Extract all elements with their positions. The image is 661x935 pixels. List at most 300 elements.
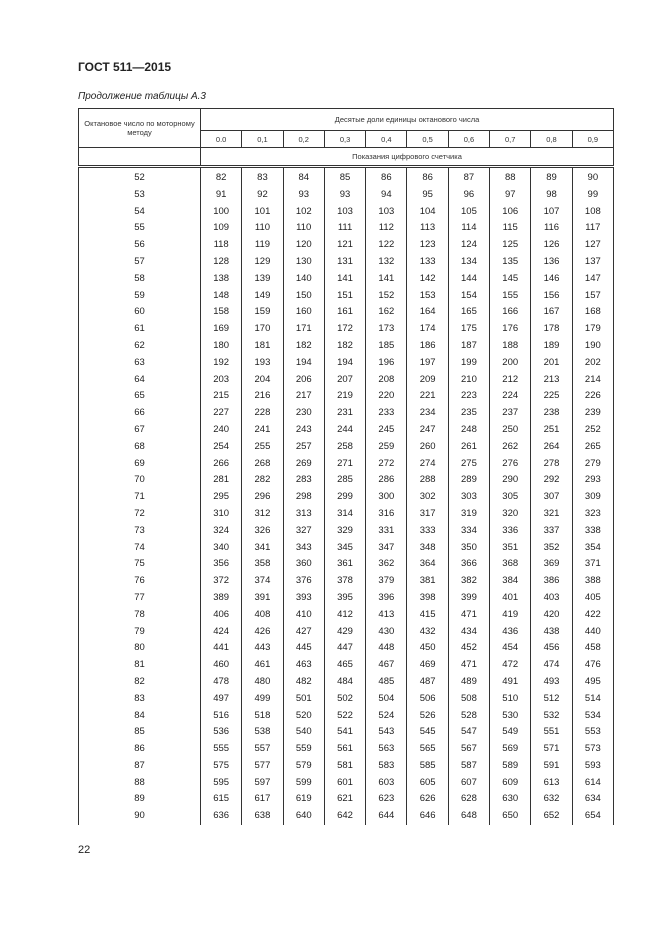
counter-reading-cell: 148: [201, 288, 242, 305]
counter-reading-cell: 323: [572, 506, 613, 523]
counter-reading-cell: 275: [448, 456, 489, 473]
counter-reading-cell: 581: [324, 758, 365, 775]
tenths-header-cell: 0,1: [242, 131, 283, 148]
counter-reading-cell: 396: [366, 590, 407, 607]
counter-reading-cell: 286: [366, 472, 407, 489]
counter-reading-cell: 140: [283, 271, 324, 288]
counter-reading-cell: 182: [283, 338, 324, 355]
counter-reading-cell: 441: [201, 640, 242, 657]
counter-reading-cell: 366: [448, 556, 489, 573]
table-row: [79, 167, 614, 187]
counter-reading-cell: 410: [283, 607, 324, 624]
counter-reading-cell: 434: [448, 624, 489, 641]
counter-reading-cell: 644: [366, 808, 407, 825]
counter-reading-cell: 337: [531, 523, 572, 540]
counter-reading-cell: 422: [572, 607, 613, 624]
counter-reading-cell: 443: [242, 640, 283, 657]
counter-reading-cell: 241: [242, 422, 283, 439]
counter-reading-cell: 193: [242, 355, 283, 372]
counter-reading-cell: 553: [572, 724, 613, 741]
counter-reading-cell: 541: [324, 724, 365, 741]
counter-reading-cell: 360: [283, 556, 324, 573]
counter-reading-cell: 187: [448, 338, 489, 355]
counter-reading-cell: 599: [283, 775, 324, 792]
counter-reading-cell: 514: [572, 691, 613, 708]
octane-number-cell: 62: [79, 338, 201, 355]
counter-reading-cell: 382: [448, 573, 489, 590]
counter-reading-cell: 122: [366, 237, 407, 254]
counter-reading-cell: 448: [366, 640, 407, 657]
table-row: [79, 489, 614, 506]
counter-reading-cell: 406: [201, 607, 242, 624]
counter-reading-cell: 534: [572, 708, 613, 725]
counter-reading-cell: 103: [324, 204, 365, 221]
counter-reading-cell: 238: [531, 405, 572, 422]
counter-reading-cell: 165: [448, 304, 489, 321]
octane-number-cell: 55: [79, 220, 201, 237]
table-row: [79, 372, 614, 389]
counter-reading-cell: 362: [366, 556, 407, 573]
counter-reading-cell: 113: [407, 220, 448, 237]
counter-reading-cell: 181: [242, 338, 283, 355]
table-row: [79, 220, 614, 237]
counter-reading-cell: 261: [448, 439, 489, 456]
table-row: [79, 254, 614, 271]
table-row: [79, 422, 614, 439]
counter-reading-cell: 569: [490, 741, 531, 758]
octane-number-cell: 54: [79, 204, 201, 221]
table-row: [79, 456, 614, 473]
counter-reading-cell: 575: [201, 758, 242, 775]
counter-reading-cell: 341: [242, 540, 283, 557]
counter-reading-cell: 220: [366, 388, 407, 405]
counter-reading-cell: 577: [242, 758, 283, 775]
counter-reading-cell: 157: [572, 288, 613, 305]
tenths-header-cell: 0,2: [283, 131, 324, 148]
counter-reading-cell: 100: [201, 204, 242, 221]
counter-reading-cell: 369: [531, 556, 572, 573]
counter-reading-cell: 169: [201, 321, 242, 338]
counter-reading-cell: 506: [407, 691, 448, 708]
counter-reading-cell: 135: [490, 254, 531, 271]
counter-reading-cell: 300: [366, 489, 407, 506]
counter-reading-cell: 92: [242, 187, 283, 204]
octane-number-cell: 60: [79, 304, 201, 321]
counter-reading-cell: 549: [490, 724, 531, 741]
counter-reading-cell: 540: [283, 724, 324, 741]
counter-reading-cell: 139: [242, 271, 283, 288]
counter-reading-cell: 264: [531, 439, 572, 456]
counter-reading-cell: 389: [201, 590, 242, 607]
counter-reading-cell: 123: [407, 237, 448, 254]
counter-reading-cell: 112: [366, 220, 407, 237]
counter-reading-cell: 497: [201, 691, 242, 708]
counter-reading-cell: 110: [242, 220, 283, 237]
table-row: [79, 506, 614, 523]
counter-reading-cell: 528: [448, 708, 489, 725]
counter-reading-cell: 465: [324, 657, 365, 674]
counter-reading-cell: 401: [490, 590, 531, 607]
counter-reading-cell: 593: [572, 758, 613, 775]
counter-reading-cell: 145: [490, 271, 531, 288]
octane-number-cell: 66: [79, 405, 201, 422]
counter-reading-cell: 559: [283, 741, 324, 758]
counter-reading-cell: 228: [242, 405, 283, 422]
counter-reading-cell: 601: [324, 775, 365, 792]
counter-reading-cell: 491: [490, 674, 531, 691]
counter-reading-cell: 499: [242, 691, 283, 708]
counter-reading-cell: 110: [283, 220, 324, 237]
octane-number-cell: 61: [79, 321, 201, 338]
counter-reading-cell: 231: [324, 405, 365, 422]
counter-reading-cell: 146: [531, 271, 572, 288]
counter-reading-cell: 288: [407, 472, 448, 489]
octane-number-cell: 80: [79, 640, 201, 657]
counter-reading-cell: 190: [572, 338, 613, 355]
counter-reading-cell: 111: [324, 220, 365, 237]
counter-reading-cell: 381: [407, 573, 448, 590]
counter-reading-cell: 268: [242, 456, 283, 473]
counter-reading-cell: 93: [324, 187, 365, 204]
octane-number-cell: 68: [79, 439, 201, 456]
counter-reading-cell: 626: [407, 791, 448, 808]
counter-reading-cell: 292: [531, 472, 572, 489]
counter-reading-cell: 86: [407, 167, 448, 187]
counter-reading-cell: 271: [324, 456, 365, 473]
counter-reading-cell: 156: [531, 288, 572, 305]
table-row: [79, 607, 614, 624]
counter-reading-cell: 536: [201, 724, 242, 741]
counter-reading-cell: 591: [531, 758, 572, 775]
counter-reading-cell: 331: [366, 523, 407, 540]
counter-reading-cell: 310: [201, 506, 242, 523]
table-row: [79, 288, 614, 305]
counter-reading-cell: 652: [531, 808, 572, 825]
counter-reading-cell: 141: [366, 271, 407, 288]
counter-reading-cell: 388: [572, 573, 613, 590]
counter-reading-cell: 476: [572, 657, 613, 674]
counter-reading-cell: 495: [572, 674, 613, 691]
counter-reading-cell: 293: [572, 472, 613, 489]
table-row: [79, 741, 614, 758]
counter-reading-cell: 393: [283, 590, 324, 607]
counter-reading-cell: 106: [490, 204, 531, 221]
counter-reading-cell: 162: [366, 304, 407, 321]
counter-reading-cell: 450: [407, 640, 448, 657]
counter-reading-cell: 313: [283, 506, 324, 523]
counter-reading-cell: 458: [572, 640, 613, 657]
counter-reading-cell: 555: [201, 741, 242, 758]
counter-reading-cell: 176: [490, 321, 531, 338]
counter-reading-cell: 415: [407, 607, 448, 624]
counter-reading-cell: 376: [283, 573, 324, 590]
counter-reading-cell: 632: [531, 791, 572, 808]
counter-reading-cell: 440: [572, 624, 613, 641]
counter-reading-cell: 247: [407, 422, 448, 439]
counter-reading-cell: 125: [490, 237, 531, 254]
octane-number-cell: 79: [79, 624, 201, 641]
counter-reading-cell: 447: [324, 640, 365, 657]
counter-reading-cell: 182: [324, 338, 365, 355]
counter-reading-cell: 567: [448, 741, 489, 758]
counter-reading-cell: 174: [407, 321, 448, 338]
counter-reading-cell: 424: [201, 624, 242, 641]
counter-reading-cell: 262: [490, 439, 531, 456]
counter-reading-cell: 102: [283, 204, 324, 221]
counter-reading-cell: 432: [407, 624, 448, 641]
counter-reading-cell: 314: [324, 506, 365, 523]
counter-reading-cell: 254: [201, 439, 242, 456]
counter-reading-cell: 137: [572, 254, 613, 271]
counter-reading-cell: 226: [572, 388, 613, 405]
counter-reading-cell: 259: [366, 439, 407, 456]
counter-reading-cell: 557: [242, 741, 283, 758]
counter-reading-cell: 159: [242, 304, 283, 321]
octane-number-cell: 52: [79, 167, 201, 187]
counter-reading-cell: 619: [283, 791, 324, 808]
counter-reading-cell: 463: [283, 657, 324, 674]
counter-reading-cell: 430: [366, 624, 407, 641]
counter-reading-cell: 210: [448, 372, 489, 389]
counter-reading-cell: 217: [283, 388, 324, 405]
counter-reading-cell: 202: [572, 355, 613, 372]
counter-reading-cell: 522: [324, 708, 365, 725]
counter-reading-cell: 121: [324, 237, 365, 254]
counter-reading-cell: 585: [407, 758, 448, 775]
counter-reading-cell: 129: [242, 254, 283, 271]
counter-reading-cell: 166: [490, 304, 531, 321]
counter-reading-cell: 603: [366, 775, 407, 792]
counter-reading-cell: 269: [283, 456, 324, 473]
counter-reading-cell: 316: [366, 506, 407, 523]
document-title: ГОСТ 511—2015: [78, 60, 172, 74]
counter-reading-cell: 104: [407, 204, 448, 221]
counter-reading-cell: 216: [242, 388, 283, 405]
counter-reading-cell: 206: [283, 372, 324, 389]
counter-reading-cell: 283: [283, 472, 324, 489]
counter-reading-cell: 103: [366, 204, 407, 221]
counter-reading-cell: 168: [572, 304, 613, 321]
counter-reading-cell: 194: [283, 355, 324, 372]
counter-reading-cell: 107: [531, 204, 572, 221]
counter-reading-cell: 128: [201, 254, 242, 271]
tenths-header-cell: 0,7: [490, 131, 531, 148]
counter-reading-cell: 221: [407, 388, 448, 405]
counter-reading-cell: 105: [448, 204, 489, 221]
octane-number-cell: 57: [79, 254, 201, 271]
octane-number-cell: 53: [79, 187, 201, 204]
counter-reading-cell: 484: [324, 674, 365, 691]
counter-reading-cell: 386: [531, 573, 572, 590]
counter-reading-cell: 207: [324, 372, 365, 389]
octane-number-cell: 75: [79, 556, 201, 573]
table-row: [79, 556, 614, 573]
counter-reading-cell: 408: [242, 607, 283, 624]
counter-reading-cell: 472: [490, 657, 531, 674]
octane-number-cell: 67: [79, 422, 201, 439]
counter-reading-cell: 469: [407, 657, 448, 674]
counter-reading-cell: 338: [572, 523, 613, 540]
counter-reading-cell: 189: [531, 338, 572, 355]
counter-reading-cell: 96: [448, 187, 489, 204]
counter-reading-cell: 493: [531, 674, 572, 691]
counter-reading-cell: 257: [283, 439, 324, 456]
counter-reading-cell: 420: [531, 607, 572, 624]
counter-reading-cell: 127: [572, 237, 613, 254]
counter-reading-cell: 427: [283, 624, 324, 641]
tenths-header-cell: 0,6: [448, 131, 489, 148]
counter-reading-cell: 170: [242, 321, 283, 338]
counter-reading-cell: 628: [448, 791, 489, 808]
counter-reading-cell: 119: [242, 237, 283, 254]
counter-reading-cell: 295: [201, 489, 242, 506]
octane-number-cell: 70: [79, 472, 201, 489]
table-row: [79, 590, 614, 607]
counter-reading-cell: 239: [572, 405, 613, 422]
counter-reading-cell: 94: [366, 187, 407, 204]
counter-reading-cell: 109: [201, 220, 242, 237]
octane-number-cell: 59: [79, 288, 201, 305]
counter-reading-cell: 179: [572, 321, 613, 338]
counter-reading-cell: 214: [572, 372, 613, 389]
counter-reading-cell: 605: [407, 775, 448, 792]
counter-reading-cell: 573: [572, 741, 613, 758]
counter-reading-cell: 225: [531, 388, 572, 405]
counter-reading-cell: 597: [242, 775, 283, 792]
counter-reading-cell: 227: [201, 405, 242, 422]
counter-reading-cell: 307: [531, 489, 572, 506]
counter-reading-cell: 282: [242, 472, 283, 489]
counter-reading-cell: 399: [448, 590, 489, 607]
counter-reading-cell: 85: [324, 167, 365, 187]
octane-number-cell: 58: [79, 271, 201, 288]
table-row: [79, 708, 614, 725]
table-caption: Продолжение таблицы А.3: [78, 91, 206, 102]
counter-reading-cell: 324: [201, 523, 242, 540]
counter-reading-cell: 245: [366, 422, 407, 439]
counter-reading-cell: 474: [531, 657, 572, 674]
octane-number-cell: 82: [79, 674, 201, 691]
counter-reading-cell: 347: [366, 540, 407, 557]
counter-reading-cell: 223: [448, 388, 489, 405]
counter-reading-cell: 289: [448, 472, 489, 489]
octane-number-cell: 84: [79, 708, 201, 725]
octane-number-cell: 83: [79, 691, 201, 708]
counter-reading-cell: 87: [448, 167, 489, 187]
counter-reading-cell: 161: [324, 304, 365, 321]
counter-reading-cell: 480: [242, 674, 283, 691]
counter-reading-cell: 197: [407, 355, 448, 372]
tenths-header-cell: 0,9: [572, 131, 613, 148]
octane-number-cell: 90: [79, 808, 201, 825]
counter-reading-cell: 329: [324, 523, 365, 540]
counter-reading-cell: 149: [242, 288, 283, 305]
octane-number-cell: 89: [79, 791, 201, 808]
counter-reading-cell: 319: [448, 506, 489, 523]
counter-reading-cell: 617: [242, 791, 283, 808]
counter-reading-cell: 454: [490, 640, 531, 657]
counter-reading-cell: 133: [407, 254, 448, 271]
counter-reading-cell: 233: [366, 405, 407, 422]
counter-reading-cell: 589: [490, 758, 531, 775]
counter-reading-cell: 579: [283, 758, 324, 775]
counter-reading-cell: 501: [283, 691, 324, 708]
table-row: [79, 321, 614, 338]
counter-reading-cell: 371: [572, 556, 613, 573]
counter-reading-cell: 461: [242, 657, 283, 674]
counter-reading-cell: 272: [366, 456, 407, 473]
table-row: [79, 237, 614, 254]
counter-reading-cell: 185: [366, 338, 407, 355]
octane-conversion-table: [78, 108, 614, 825]
octane-number-cell: 65: [79, 388, 201, 405]
counter-reading-cell: 336: [490, 523, 531, 540]
counter-reading-cell: 243: [283, 422, 324, 439]
counter-reading-cell: 298: [283, 489, 324, 506]
counter-reading-cell: 178: [531, 321, 572, 338]
counter-reading-cell: 124: [448, 237, 489, 254]
counter-reading-cell: 199: [448, 355, 489, 372]
octane-number-cell: 56: [79, 237, 201, 254]
tenths-header-cell: 0.0: [201, 131, 242, 148]
counter-reading-cell: 471: [448, 607, 489, 624]
octane-number-cell: 71: [79, 489, 201, 506]
counter-reading-cell: 623: [366, 791, 407, 808]
counter-reading-cell: 348: [407, 540, 448, 557]
counter-reading-cell: 638: [242, 808, 283, 825]
octane-number-cell: 77: [79, 590, 201, 607]
counter-reading-cell: 265: [572, 439, 613, 456]
table-row: [79, 472, 614, 489]
counter-reading-cell: 545: [407, 724, 448, 741]
table-row: [79, 791, 614, 808]
table-row: [79, 338, 614, 355]
counter-reading-cell: 88: [490, 167, 531, 187]
counter-reading-cell: 354: [572, 540, 613, 557]
counter-reading-cell: 326: [242, 523, 283, 540]
table-row: [79, 640, 614, 657]
table-row: [79, 724, 614, 741]
counter-reading-cell: 153: [407, 288, 448, 305]
counter-reading-cell: 518: [242, 708, 283, 725]
counter-reading-cell: 364: [407, 556, 448, 573]
tenths-group-header: Десятые доли единицы октанового числа: [201, 109, 614, 131]
counter-reading-cell: 151: [324, 288, 365, 305]
counter-reading-cell: 526: [407, 708, 448, 725]
counter-reading-cell: 141: [324, 271, 365, 288]
counter-reading-cell: 615: [201, 791, 242, 808]
counter-reading-cell: 93: [283, 187, 324, 204]
counter-reading-cell: 609: [490, 775, 531, 792]
counter-reading-cell: 412: [324, 607, 365, 624]
octane-number-cell: 86: [79, 741, 201, 758]
counter-reading-cell: 327: [283, 523, 324, 540]
counter-reading-cell: 551: [531, 724, 572, 741]
counter-reading-cell: 378: [324, 573, 365, 590]
counter-reading-cell: 240: [201, 422, 242, 439]
counter-reading-cell: 510: [490, 691, 531, 708]
counter-reading-cell: 99: [572, 187, 613, 204]
counter-reading-cell: 213: [531, 372, 572, 389]
counter-reading-cell: 97: [490, 187, 531, 204]
counter-reading-cell: 504: [366, 691, 407, 708]
counter-reading-cell: 630: [490, 791, 531, 808]
counter-reading-cell: 654: [572, 808, 613, 825]
octane-number-cell: 74: [79, 540, 201, 557]
counter-reading-cell: 132: [366, 254, 407, 271]
counter-reading-cell: 203: [201, 372, 242, 389]
table-row: [79, 405, 614, 422]
